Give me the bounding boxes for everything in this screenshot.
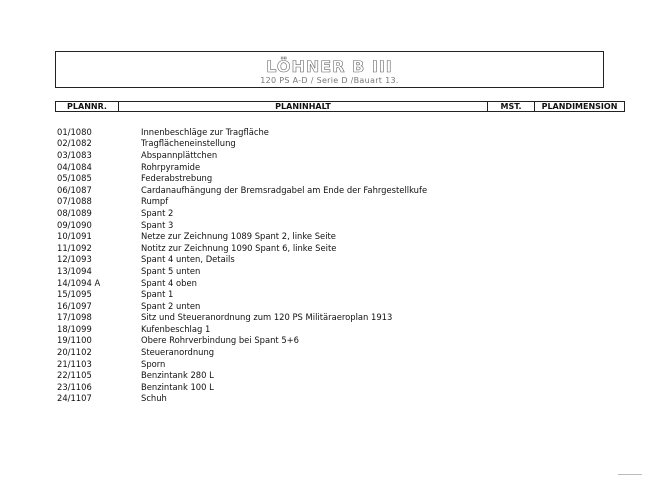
plan-content: Obere Rohrverbindung bei Spant 5+6 xyxy=(141,335,300,346)
plan-content: Steueranordnung xyxy=(141,347,215,358)
plan-number: 04/1084 xyxy=(57,161,92,172)
table-row xyxy=(57,242,597,254)
plan-number: 14/1094 A xyxy=(57,277,101,288)
plan-content: Sporn xyxy=(141,358,166,369)
table-row xyxy=(57,172,597,184)
plan-number: 03/1083 xyxy=(57,149,92,160)
table-row xyxy=(57,230,597,242)
plan-content: Spant 1 xyxy=(141,289,174,300)
table-row xyxy=(57,393,597,405)
plan-number: 18/1099 xyxy=(57,323,92,334)
plan-content: Cardanaufhängung der Bremsradgabel am Ende der Fahrgestellkufe xyxy=(141,184,428,195)
document-subtitle: 120 PS A-D / Serie D /Bauart 13. xyxy=(260,76,399,85)
document-title: LÖHNER B III xyxy=(266,57,393,76)
plan-number: 08/1089 xyxy=(57,207,92,218)
plan-number: 11/1092 xyxy=(57,242,92,253)
plan-number: 01/1080 xyxy=(57,126,92,137)
plan-number: 20/1102 xyxy=(57,347,92,358)
header-plannr: PLANNR. xyxy=(56,102,119,111)
table-row xyxy=(57,346,597,358)
table-row xyxy=(57,265,597,277)
plan-number: 13/1094 xyxy=(57,265,92,276)
table-row xyxy=(57,207,597,219)
plan-content: Spant 2 xyxy=(141,207,174,218)
table-row xyxy=(57,358,597,370)
plan-number: 05/1085 xyxy=(57,173,92,184)
plan-content: Spant 3 xyxy=(141,219,174,230)
plan-number: 21/1103 xyxy=(57,358,92,369)
table-header xyxy=(55,101,625,112)
scan-mark xyxy=(618,474,642,475)
plan-number: 17/1098 xyxy=(57,312,92,323)
plan-content: Benzintank 100 L xyxy=(141,381,214,392)
plan-content: Notitz zur Zeichnung 1090 Spant 6, linke Seite xyxy=(141,242,337,253)
table-row xyxy=(57,184,597,196)
plan-content: Rumpf xyxy=(141,196,169,207)
plan-content: Netze zur Zeichnung 1089 Spant 2, linke Seite xyxy=(141,231,336,242)
plan-number: 06/1087 xyxy=(57,184,92,195)
plan-content: Benzintank 280 L xyxy=(141,370,214,381)
plan-number: 15/1095 xyxy=(57,289,92,300)
plan-content: Innenbeschläge zur Tragfläche xyxy=(141,126,269,137)
table-row xyxy=(57,335,597,347)
plan-number: 16/1097 xyxy=(57,300,92,311)
plan-content: Federabstrebung xyxy=(141,173,213,184)
table-row xyxy=(57,323,597,335)
plan-number: 07/1088 xyxy=(57,196,92,207)
plan-number: 19/1100 xyxy=(57,335,92,346)
plan-content: Rohrpyramide xyxy=(141,161,201,172)
table-row xyxy=(57,381,597,393)
plan-number: 10/1091 xyxy=(57,231,92,242)
title-box xyxy=(55,51,604,88)
header-planinhalt: PLANINHALT xyxy=(119,102,488,111)
table-row xyxy=(57,219,597,231)
plan-content: Kufenbeschlag 1 xyxy=(141,323,211,334)
plan-number: 12/1093 xyxy=(57,254,92,265)
plan-content: Spant 4 oben xyxy=(141,277,197,288)
plan-number: 09/1090 xyxy=(57,219,92,230)
plan-number: 23/1106 xyxy=(57,381,92,392)
table-row xyxy=(57,288,597,300)
plan-content: Tragflächeneinstellung xyxy=(141,138,236,149)
plan-number: 22/1105 xyxy=(57,370,92,381)
table-row xyxy=(57,254,597,266)
plan-number: 24/1107 xyxy=(57,393,92,404)
header-plandimension: PLANDIMENSION xyxy=(541,102,618,111)
table-row xyxy=(57,369,597,381)
plan-content: Spant 5 unten xyxy=(141,265,201,276)
table-row xyxy=(57,161,597,173)
table-row xyxy=(57,126,597,138)
table-row xyxy=(57,138,597,150)
plan-content: Spant 2 unten xyxy=(141,300,201,311)
plan-content: Spant 4 unten, Details xyxy=(141,254,235,265)
plan-list xyxy=(57,126,597,404)
table-row xyxy=(57,277,597,289)
plan-number: 02/1082 xyxy=(57,138,92,149)
table-row xyxy=(57,312,597,324)
plan-content: Sitz und Steueranordnung zum 120 PS Militäraeroplan 1913 xyxy=(141,312,393,323)
header-mst: MST. xyxy=(488,102,535,111)
table-row xyxy=(57,300,597,312)
table-row xyxy=(57,196,597,208)
plan-content: Abspannplättchen xyxy=(141,149,218,160)
plan-content: Schuh xyxy=(141,393,167,404)
table-row xyxy=(57,149,597,161)
